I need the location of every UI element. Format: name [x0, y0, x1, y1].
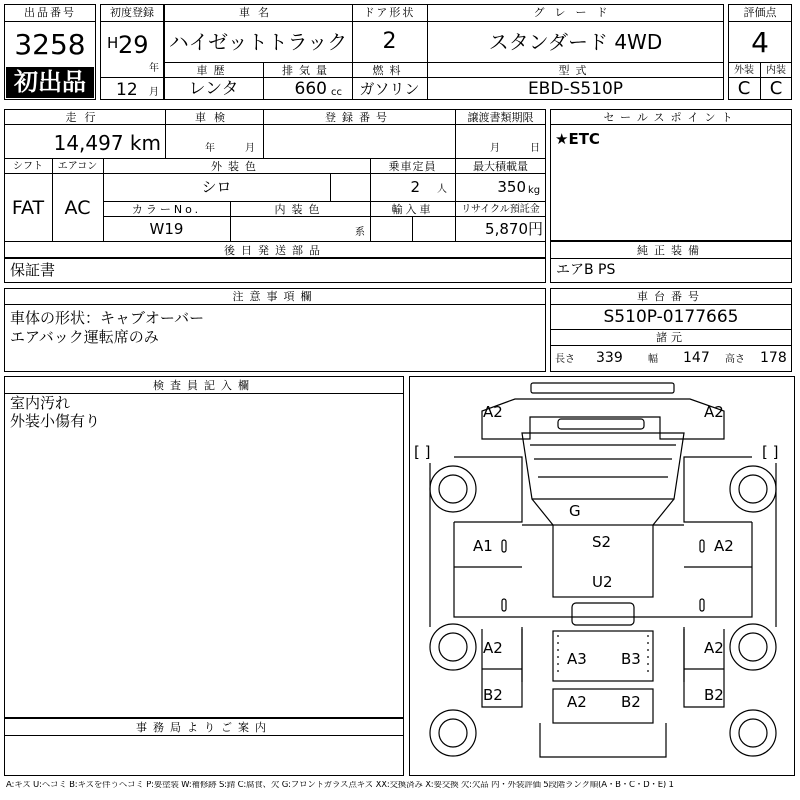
mark-right-door: A2	[714, 537, 734, 555]
sales-points-box	[550, 109, 792, 241]
door-type: 2	[382, 29, 397, 54]
model-code-label: 型式	[558, 64, 593, 77]
max-load-label: 最大積載量	[473, 160, 528, 173]
grade: スタンダード 4WD	[488, 30, 663, 54]
car-name: ハイゼットトラック	[168, 30, 348, 54]
sales-points-label: セールスポイント	[603, 111, 739, 124]
later-parts-label: 後日発送部品	[224, 244, 326, 257]
inspection-month-unit: 月	[245, 143, 255, 154]
exterior-grade: C	[737, 78, 751, 99]
history-label: 車歴	[196, 64, 231, 77]
color-no-label: カラーNo.	[131, 203, 202, 216]
aircon-label: エアコン	[57, 161, 98, 172]
lot-label: 出品番号	[24, 6, 76, 19]
mark-left-door: A1	[473, 537, 493, 555]
chassis-no-label: 車台番号	[637, 290, 705, 303]
legend: A:キズ U:ヘコミ B:キズを伴うヘコミ P:要塗装 W:補修跡 S:錆 C:腐食、欠 G:フロントガラス点キズ XX:交換済み X:要交換 欠:欠品 内・外装評価 5段階ランク順(A・B・C・D・E) 1	[6, 781, 674, 790]
import-label: 輸入車	[391, 203, 434, 216]
mark-bed-left: A3	[567, 650, 587, 668]
inspector-line-1: 室内汚れ	[10, 394, 71, 412]
inspection-label: 車検	[195, 111, 233, 124]
first-listing-badge: 初出品	[6, 67, 94, 98]
mark-tail-left: A2	[567, 693, 587, 711]
genuine-equipment-label: 純正装備	[637, 244, 705, 257]
exterior-grade-label: 外装	[734, 65, 754, 76]
genuine-equipment: エアB PS	[556, 262, 616, 278]
score-label: 評価点	[743, 6, 777, 19]
caution-line-1: 車体の形状：キャブオーバー	[10, 309, 205, 327]
height: 178	[760, 350, 787, 366]
displacement-label: 排気量	[282, 64, 333, 77]
exterior-color-label: 外装色	[211, 160, 262, 173]
era: H	[107, 34, 119, 52]
mark-front-left: A2	[483, 403, 503, 421]
interior-grade: C	[769, 78, 783, 99]
interior-grade-label: 内装	[766, 65, 786, 76]
max-load: 350	[497, 178, 526, 196]
mark-left-rear-lower: B2	[483, 686, 503, 704]
mileage: 14,497 km	[53, 131, 161, 155]
history: レンタ	[188, 79, 239, 99]
interior-color-suffix: 系	[355, 227, 365, 238]
fuel: ガソリン	[359, 80, 420, 98]
mark-left-rear-upper: A2	[483, 639, 503, 657]
width-label: 幅	[648, 354, 658, 365]
later-parts: 保証書	[10, 261, 56, 279]
height-label: 高さ	[725, 354, 745, 365]
displacement-unit: cc	[331, 87, 342, 98]
mark-right-bracket: [ ]	[762, 443, 779, 461]
chassis-no: S510P-0177665	[603, 307, 739, 327]
capacity: 2	[410, 178, 420, 196]
color-no: W19	[149, 220, 184, 238]
transfer-doc-label: 譲渡書類期限	[467, 111, 534, 124]
reg-month: 12	[116, 80, 138, 100]
mark-tail-right: B2	[621, 693, 641, 711]
caution-line-2: エアバック運転席のみ	[10, 328, 159, 346]
exterior-color: シロ	[201, 178, 232, 196]
recycle-deposit: 5,870円	[485, 220, 543, 238]
score: 4	[751, 26, 769, 59]
damage-diagram	[409, 376, 795, 776]
aircon: AC	[64, 197, 91, 219]
first-registration-label: 初度登録	[110, 6, 154, 19]
reg-year: 29	[118, 31, 149, 59]
model-code: EBD-S510P	[527, 79, 624, 99]
recycle-label: リサイクル預託金	[461, 204, 540, 215]
mark-cab-mid: U2	[592, 573, 613, 591]
grade-label: グレード	[533, 6, 618, 19]
capacity-label: 乗車定員	[388, 160, 437, 173]
length: 339	[596, 350, 623, 366]
later-parts-box	[4, 258, 546, 283]
shift-label: シフト	[13, 161, 43, 172]
lot-number: 3258	[14, 28, 86, 61]
sales-points: ★ETC	[555, 130, 600, 148]
interior-color-label: 内装色	[274, 203, 326, 216]
fuel-label: 燃料	[372, 64, 407, 77]
door-type-label: ドア形状	[363, 6, 416, 19]
mark-windshield: G	[569, 502, 581, 520]
inspector-notes-label: 検査員記入欄	[153, 379, 255, 392]
capacity-unit: 人	[437, 184, 447, 195]
registration-no-label: 登録番号	[325, 111, 393, 124]
mark-right-rear-lower: B2	[704, 686, 724, 704]
inspector-line-2: 外装小傷有り	[10, 412, 101, 430]
car-name-label: 車名	[239, 6, 277, 19]
year-unit: 年	[149, 63, 159, 74]
mark-right-rear-upper: A2	[704, 639, 724, 657]
office-notes-label: 事務局よりご案内	[136, 721, 272, 734]
mark-cab-top: S2	[592, 533, 612, 551]
transfer-month-unit: 月	[490, 143, 500, 154]
displacement: 660	[294, 79, 327, 99]
mark-left-bracket: [ ]	[414, 443, 431, 461]
mileage-label: 走行	[65, 111, 104, 124]
caution-label: 注意事項欄	[232, 290, 318, 303]
inspection-year-unit: 年	[205, 143, 215, 154]
shift: FAT	[11, 197, 45, 219]
mark-bed-right: B3	[621, 650, 641, 668]
dimensions-label: 諸元	[656, 331, 686, 344]
max-load-unit: kg	[528, 185, 541, 196]
width: 147	[683, 350, 710, 366]
length-label: 長さ	[555, 354, 575, 365]
transfer-day-unit: 日	[530, 143, 540, 154]
mark-front-right: A2	[704, 403, 724, 421]
month-unit: 月	[149, 87, 159, 98]
